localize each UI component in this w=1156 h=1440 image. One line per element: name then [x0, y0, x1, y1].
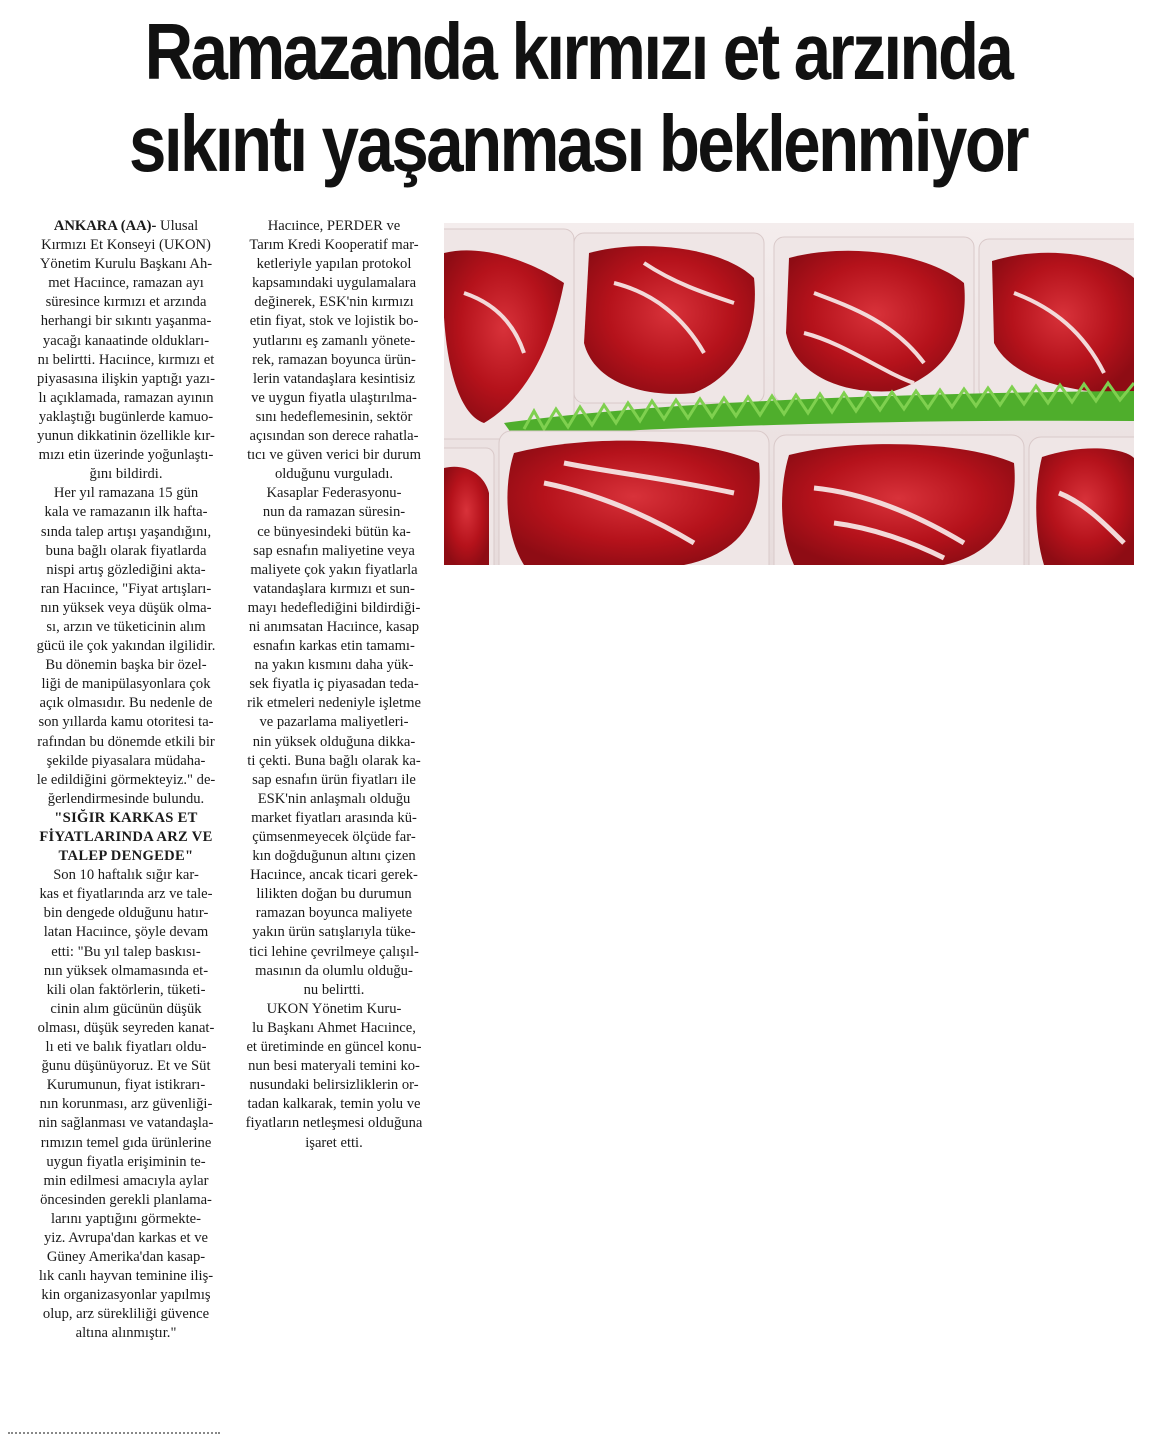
article-column-1 [30, 217, 222, 1344]
text-line: nın korunması, arz güvenliği- [39, 1096, 213, 1113]
text-line: le edildiğini görmekteyiz." de- [36, 771, 216, 788]
text-line: mayı hedeflediğini bildirdiği- [247, 599, 421, 616]
text-line: herhangi bir sıkıntı yaşanma- [40, 313, 212, 330]
text-line: kapsamındaki uygulamalara [251, 275, 417, 292]
text-line: nın yüksek olmamasında et- [43, 962, 209, 979]
text-line: yiz. Avrupa'dan karkas et ve [43, 1229, 209, 1246]
headline-line-1: Ramazanda kırmızı et arzında [144, 7, 1012, 96]
text-line: rek, ramazan boyunca ürün- [252, 351, 416, 368]
text-line: kili olan faktörlerin, tüketi- [46, 981, 206, 998]
text-line: ğunu düşünüyoruz. Et ve Süt [41, 1058, 211, 1075]
text-line: ve uygun fiyatla ulaştırılma- [251, 389, 417, 406]
text-line: maliyete çok yakın fiyatlarla [250, 561, 418, 578]
text-line: ce bünyesindeki bütün ka- [257, 523, 411, 540]
text-line: sında talep artışı yaşandığını, [40, 523, 212, 540]
text-line: kala ve ramazanın ilk hafta- [44, 504, 208, 521]
text-line: rik etmeleri nedeniyle işletme [247, 695, 421, 712]
text-line: işaret etti. [305, 1134, 363, 1151]
text-line: vatandaşlara kırmızı et sun- [253, 580, 415, 597]
text-line: larını yaptığını görmekte- [51, 1210, 201, 1227]
text-line: kas et fiyatlarında arz ve tale- [39, 886, 213, 903]
text-line: şekilde piyasalara müdaha- [46, 752, 206, 769]
paragraph-4 [236, 217, 432, 484]
text-line: tıcı ve güven verici bir durum [247, 447, 421, 464]
text-line: Yönetim Kurulu Başkanı Ah- [39, 256, 213, 273]
paragraph-1 [30, 217, 222, 484]
paragraph-3 [30, 866, 222, 1343]
text-line: nun besi materyali temini ko- [248, 1058, 420, 1075]
text-line: latan Hacıince, şöyle devam [43, 924, 209, 941]
text-line: lı açıklamada, ramazan ayının [38, 389, 214, 406]
text-line: ketleriyle yapılan protokol [256, 256, 412, 273]
text-line: nı belirtti. Hacıince, kırmızı et [37, 351, 215, 368]
text-line: altına alınmıştır." [75, 1325, 177, 1342]
text-line: nin sağlanması ve vatandaşla- [38, 1115, 214, 1132]
text-line: sap esnafın ürün fiyatları ile [252, 771, 416, 788]
text-line: Son 10 haftalık sığır kar- [53, 867, 199, 884]
paragraph-6 [236, 1000, 432, 1153]
text-line: lı eti ve balık fiyatları oldu- [45, 1039, 207, 1056]
text-line: süresince kırmızı et arzında [45, 294, 207, 311]
text-line: mızı etin üzerinde yoğunlaştı- [38, 447, 214, 464]
text-line: ramazan boyunca maliyete [255, 905, 413, 922]
text-line: piyasasına ilişkin yaptığı yazı- [37, 370, 215, 387]
text-line: ğerlendirmesinde bulundu. [47, 790, 205, 807]
paragraph-2 [30, 484, 222, 809]
text-line: buna bağlı olarak fiyatlarda [45, 542, 207, 559]
text-line: etin fiyat, stok ve lojistik bo- [249, 313, 419, 330]
text-line: ğını bildirdi. [89, 466, 163, 483]
text-line: yacağı kanaatinde oldukları- [42, 332, 210, 349]
text-line: açık olmasıdır. Bu nedenle de [39, 695, 213, 712]
text-line: nun da ramazan süresin- [262, 504, 406, 521]
text-line: ve pazarlama maliyetleri- [259, 714, 409, 731]
text-line: Kurumunun, fiyat istikrarı- [46, 1077, 206, 1094]
text-line: yutlarını eş zamanlı yönete- [252, 332, 416, 349]
text-line: cinin alım gücünün düşük [50, 1000, 202, 1017]
text-line: nin yüksek olduğuna dikka- [252, 733, 416, 750]
text-line: uygun fiyatla erişiminin te- [46, 1153, 206, 1170]
text-line: lu Başkanı Ahmet Hacıince, [252, 1019, 416, 1036]
text-line: FİYATLARINDA ARZ VE [39, 829, 213, 845]
text-line: liği de manipülasyonlara çok [41, 676, 211, 693]
text-line: açısından son derece rahatla- [249, 428, 419, 445]
text-line: sek fiyatla iç piyasadan teda- [249, 676, 419, 693]
text-line: sı, arzın ve tüketicinin alım [46, 618, 206, 635]
text-line: sını hedeflemesinin, sektör [255, 408, 413, 425]
text-line: nın yüksek veya düşük olma- [40, 599, 212, 616]
text-line: Kasaplar Federasyonu- [266, 485, 402, 502]
text-line: lilikten doğan bu durumun [256, 886, 412, 903]
text-line: ESK'nin anlaşmalı olduğu [257, 790, 411, 807]
subheading [30, 809, 222, 866]
text-line: ti çekti. Buna bağlı olarak ka- [247, 752, 421, 769]
text-line: değinerek, ESK'nin kırmızı [254, 294, 414, 311]
dotted-separator [8, 1432, 220, 1434]
text-line: olduğunu vurguladı. [274, 466, 394, 483]
dateline: ANKARA (AA)- [53, 218, 157, 234]
paragraph-5 [236, 484, 432, 1000]
text-line: Kırmızı Et Konseyi (UKON) [41, 237, 211, 254]
text-line: gücü ile çok yakından ilgilidir. [36, 638, 216, 655]
text-line: nusundaki belirsizliklerin or- [249, 1077, 419, 1094]
text-line: ni anımsatan Hacıince, kasap [248, 618, 420, 635]
text-line: bin dengede olduğunu hatır- [43, 905, 209, 922]
text-line: lerin vatandaşlara kesintisiz [252, 370, 416, 387]
text-line: esnafın karkas etin tamamı- [253, 638, 415, 655]
text-line: lık canlı hayvan teminine iliş- [38, 1268, 214, 1285]
text-line: rımızın temel gıda ürünlerine [40, 1134, 212, 1151]
text-line: olup, arz sürekliliği güvence [42, 1306, 210, 1323]
text-line: Tarım Kredi Kooperatif mar- [249, 237, 419, 254]
front-row-trays [444, 431, 1134, 565]
text-line: sap esnafın maliyetine veya [253, 542, 415, 559]
text-line: tici lehine çevrilmeye çalışıl- [249, 943, 419, 960]
text-line: UKON Yönetim Kuru- [266, 1000, 402, 1017]
text-line: masının da olumlu olduğu- [255, 962, 413, 979]
headline-line-2: sıkıntı yaşanması beklenmiyor [128, 99, 1028, 188]
text-line: na yakın kısmını daha yük- [254, 657, 414, 674]
text-line: TALEP DENGEDE" [58, 848, 194, 865]
text-line: kin organizasyonlar yapılmış [41, 1287, 211, 1304]
text-line: olması, düşük seyreden kanat- [37, 1019, 215, 1036]
text-line: yakın ürün satışlarıyla tüke- [252, 924, 416, 941]
text-line: Hacıince, PERDER ve [267, 218, 401, 234]
text-line: min edilmesi amacıyla aylar [43, 1172, 209, 1189]
article-column-2 [236, 217, 432, 1153]
text-line: Güney Amerika'dan kasap- [46, 1249, 206, 1266]
text-line: nu belirtti. [303, 981, 365, 998]
text-line: "SIĞIR KARKAS ET [54, 809, 198, 826]
text-line: Hacıince, ancak ticari gerek- [250, 867, 418, 884]
meat-trays-image [444, 223, 1134, 565]
text-line: son yıllarda kamu otoritesi ta- [38, 714, 214, 731]
text-line: market fiyatları arasında kü- [251, 809, 417, 826]
text-line: tadan kalkarak, temin yolu ve [247, 1096, 421, 1113]
text-line: rafından bu dönemde etkili bir [37, 733, 215, 750]
meat-photo [444, 223, 1134, 565]
text-line: kın doğduğunun altını çizen [252, 848, 416, 865]
text-line: çümsenmeyecek ölçüde far- [252, 829, 416, 845]
text-line: ran Hacıince, "Fiyat artışları- [40, 580, 212, 597]
text-line: öncesinden gerekli planlama- [40, 1191, 212, 1208]
headline [108, 6, 1049, 190]
text-line: fiyatların netleşmesi olduğuna [245, 1115, 423, 1132]
text-line: et üretiminde en güncel konu- [246, 1039, 422, 1056]
text-line: nispi artış gözlediğini akta- [46, 561, 206, 578]
text-line: yunun dikkatinin özellikle kır- [37, 428, 215, 445]
text-line: etti: "Bu yıl talep baskısı- [51, 943, 201, 960]
text-line: Ulusal [156, 218, 199, 234]
text-line: yaklaştığı bugünlerde kamuo- [38, 408, 214, 425]
text-line: met Hacıince, ramazan ayı [48, 275, 204, 292]
text-line: Her yıl ramazana 15 gün [53, 485, 199, 502]
text-line: Bu dönemin başka bir özel- [45, 657, 207, 674]
